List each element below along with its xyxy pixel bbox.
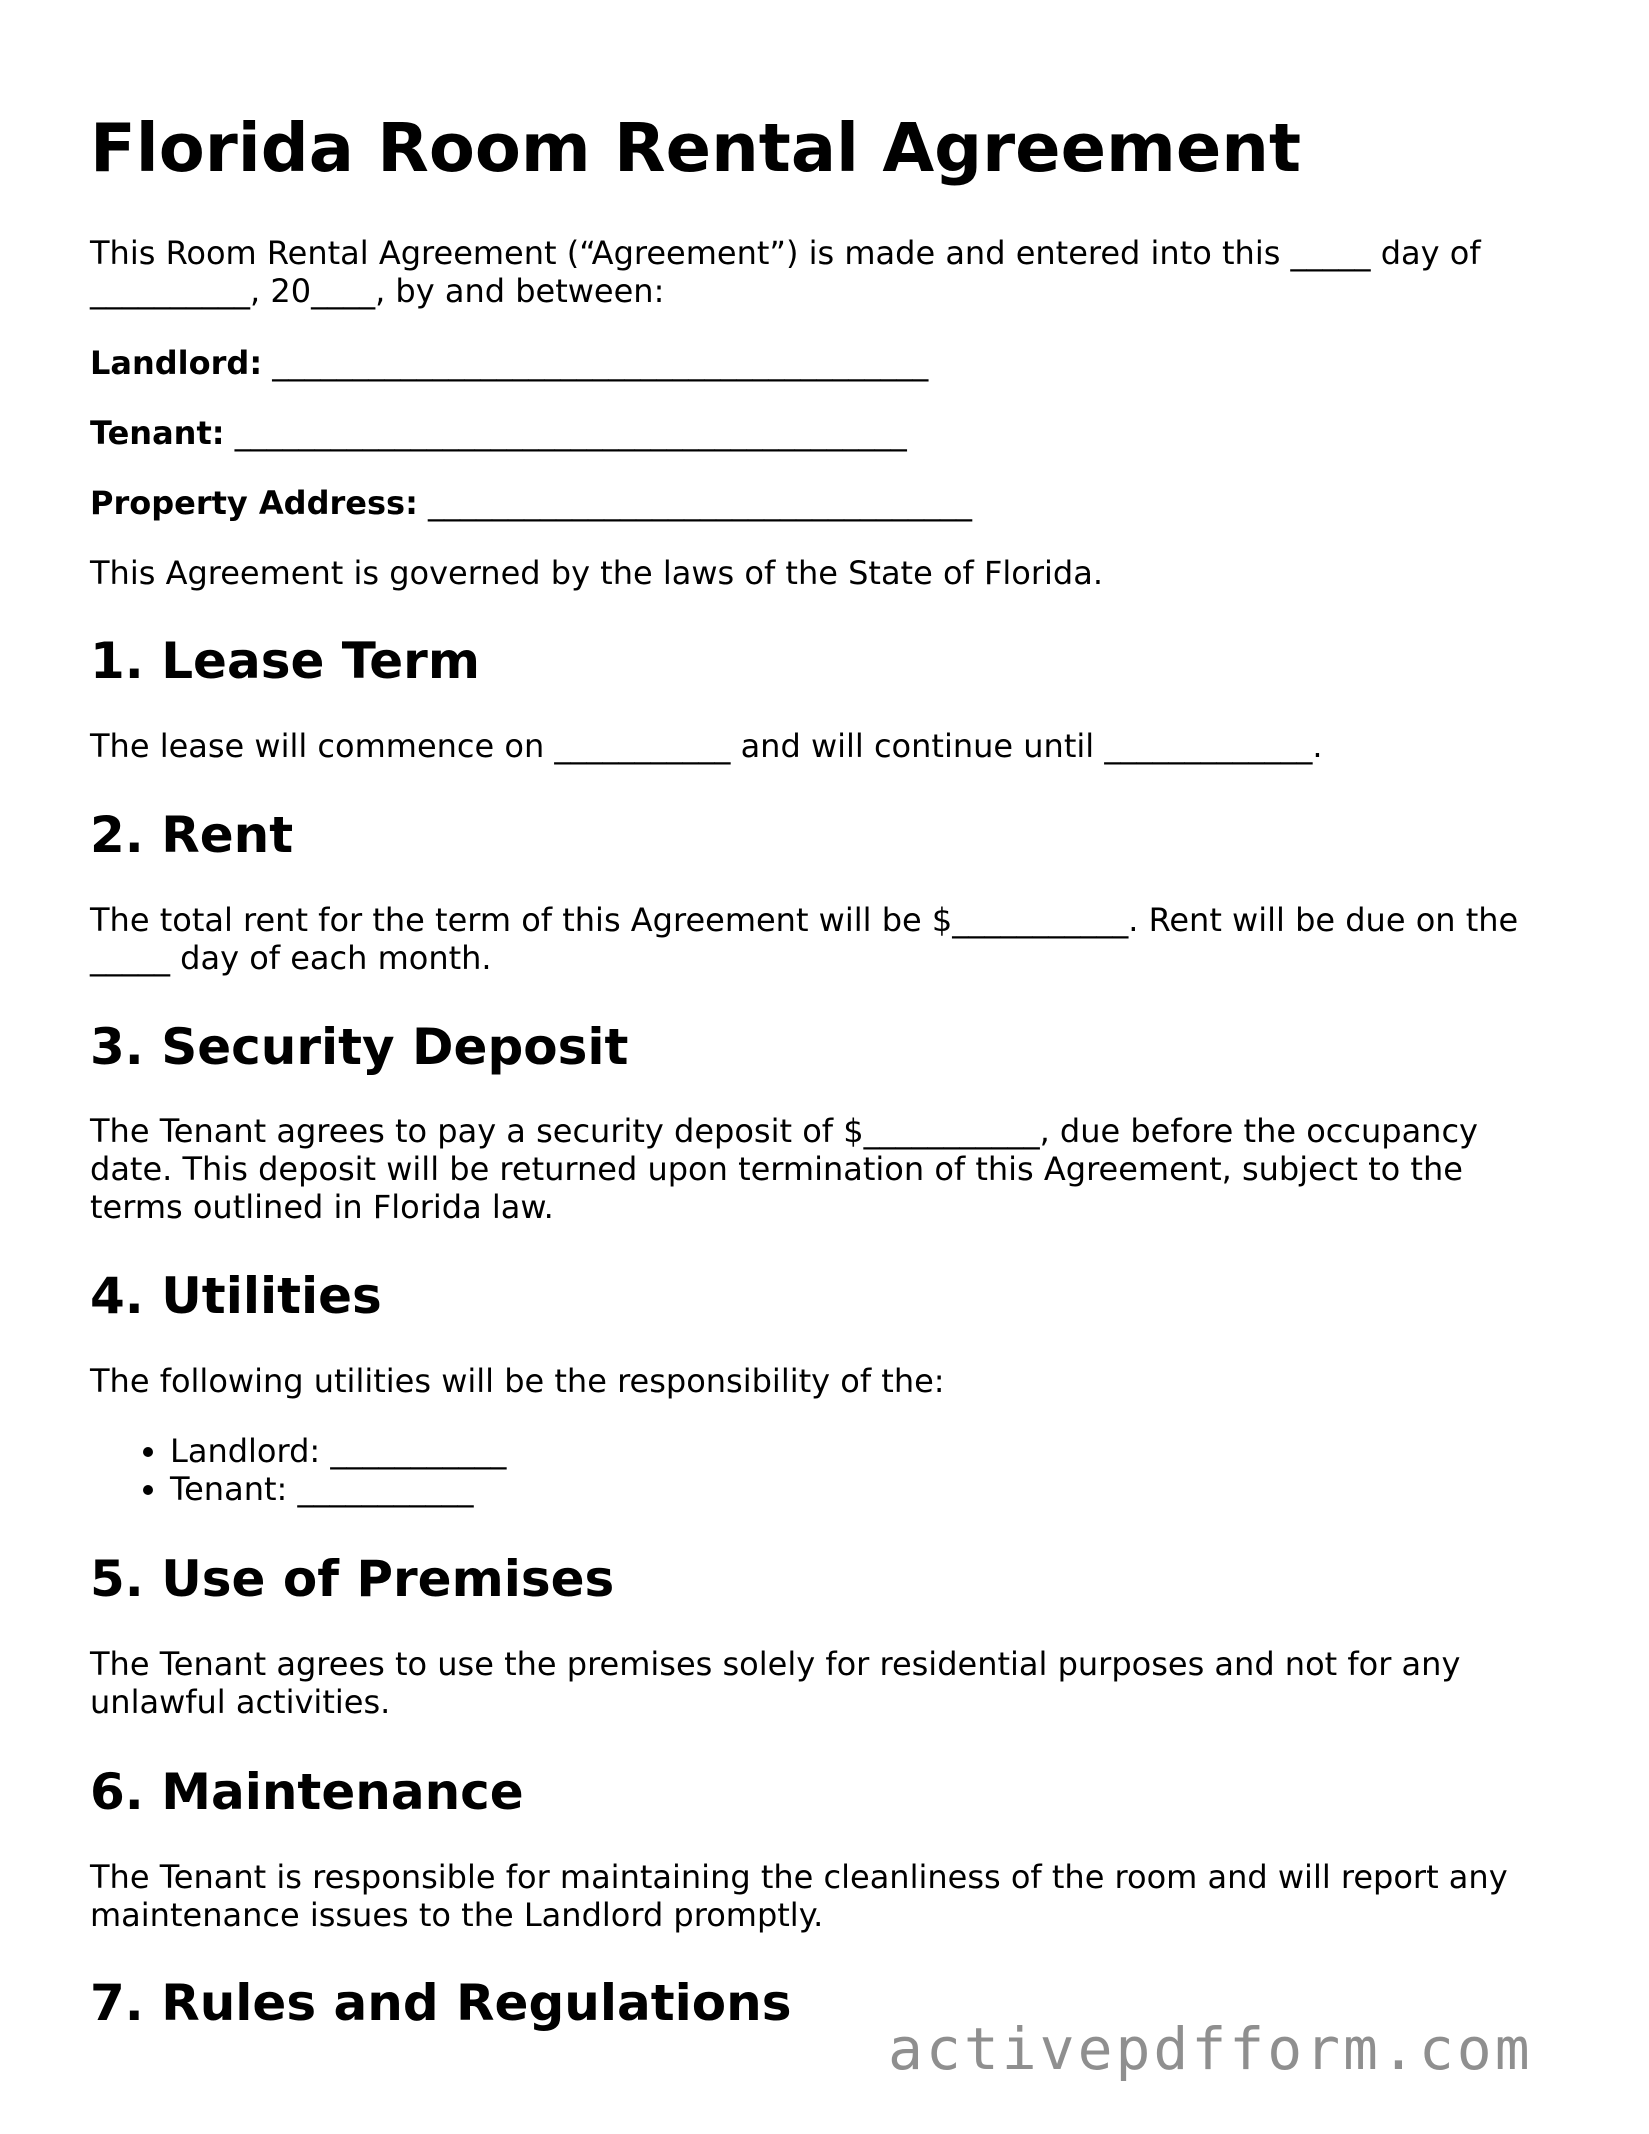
landlord-label: Landlord: [90, 344, 263, 382]
maintenance-heading: 6. Maintenance [90, 1763, 524, 1821]
security-deposit-heading: 3. Security Deposit [90, 1018, 629, 1076]
landlord-blank[interactable]: _________________________________________ [272, 344, 929, 382]
lease-term-heading: 1. Lease Term [90, 632, 480, 690]
watermark: activepdfform.com [888, 2015, 1533, 2083]
tenant-field [90, 414, 907, 452]
utilities-text: The following utilities will be the responsibility of the: [90, 1362, 945, 1400]
property-address-label: Property Address: [90, 484, 418, 522]
utilities-landlord-item: • Landlord: ___________ [170, 1432, 506, 1470]
maintenance-text: The Tenant is responsible for maintaining the cleanliness of the room and will report any maintenance issues to the Landlord promptly. [90, 1858, 1508, 1934]
lease-term-text: The lease will commence on ___________ and will continue until _____________. [90, 727, 1323, 765]
use-of-premises-heading: 5. Use of Premises [90, 1550, 615, 1608]
use-of-premises-text: The Tenant agrees to use the premises solely for residential purposes and not for any unlawful activities. [90, 1645, 1461, 1721]
utilities-tenant-item: • Tenant: ___________ [170, 1470, 506, 1508]
property-address-field [90, 484, 972, 522]
property-address-blank[interactable]: __________________________________ [428, 484, 973, 522]
utilities-heading: 4. Utilities [90, 1267, 382, 1325]
governing-law-text: This Agreement is governed by the laws of the State of Florida. [90, 554, 1103, 592]
rules-heading: 7. Rules and Regulations [90, 1974, 792, 2032]
security-deposit-text: The Tenant agrees to pay a security deposit of $___________, due before the occupancy date. This deposit will be returned upon termination of this Agreement, subject to the terms outlined in Florida law. [90, 1112, 1478, 1226]
rent-text: The total rent for the term of this Agreement will be $___________. Rent will be due on the _____ day of each month. [90, 901, 1519, 977]
document-title: Florida Room Rental Agreement [90, 109, 1302, 187]
tenant-label: Tenant: [90, 414, 225, 452]
intro-paragraph: This Room Rental Agreement (“Agreement”) is made and entered into this _____ day of __________, 20____, by and between: [90, 234, 1481, 310]
utilities-list [90, 1432, 506, 1508]
landlord-field [90, 344, 928, 382]
tenant-blank[interactable]: __________________________________________ [234, 414, 907, 452]
rent-heading: 2. Rent [90, 806, 294, 864]
